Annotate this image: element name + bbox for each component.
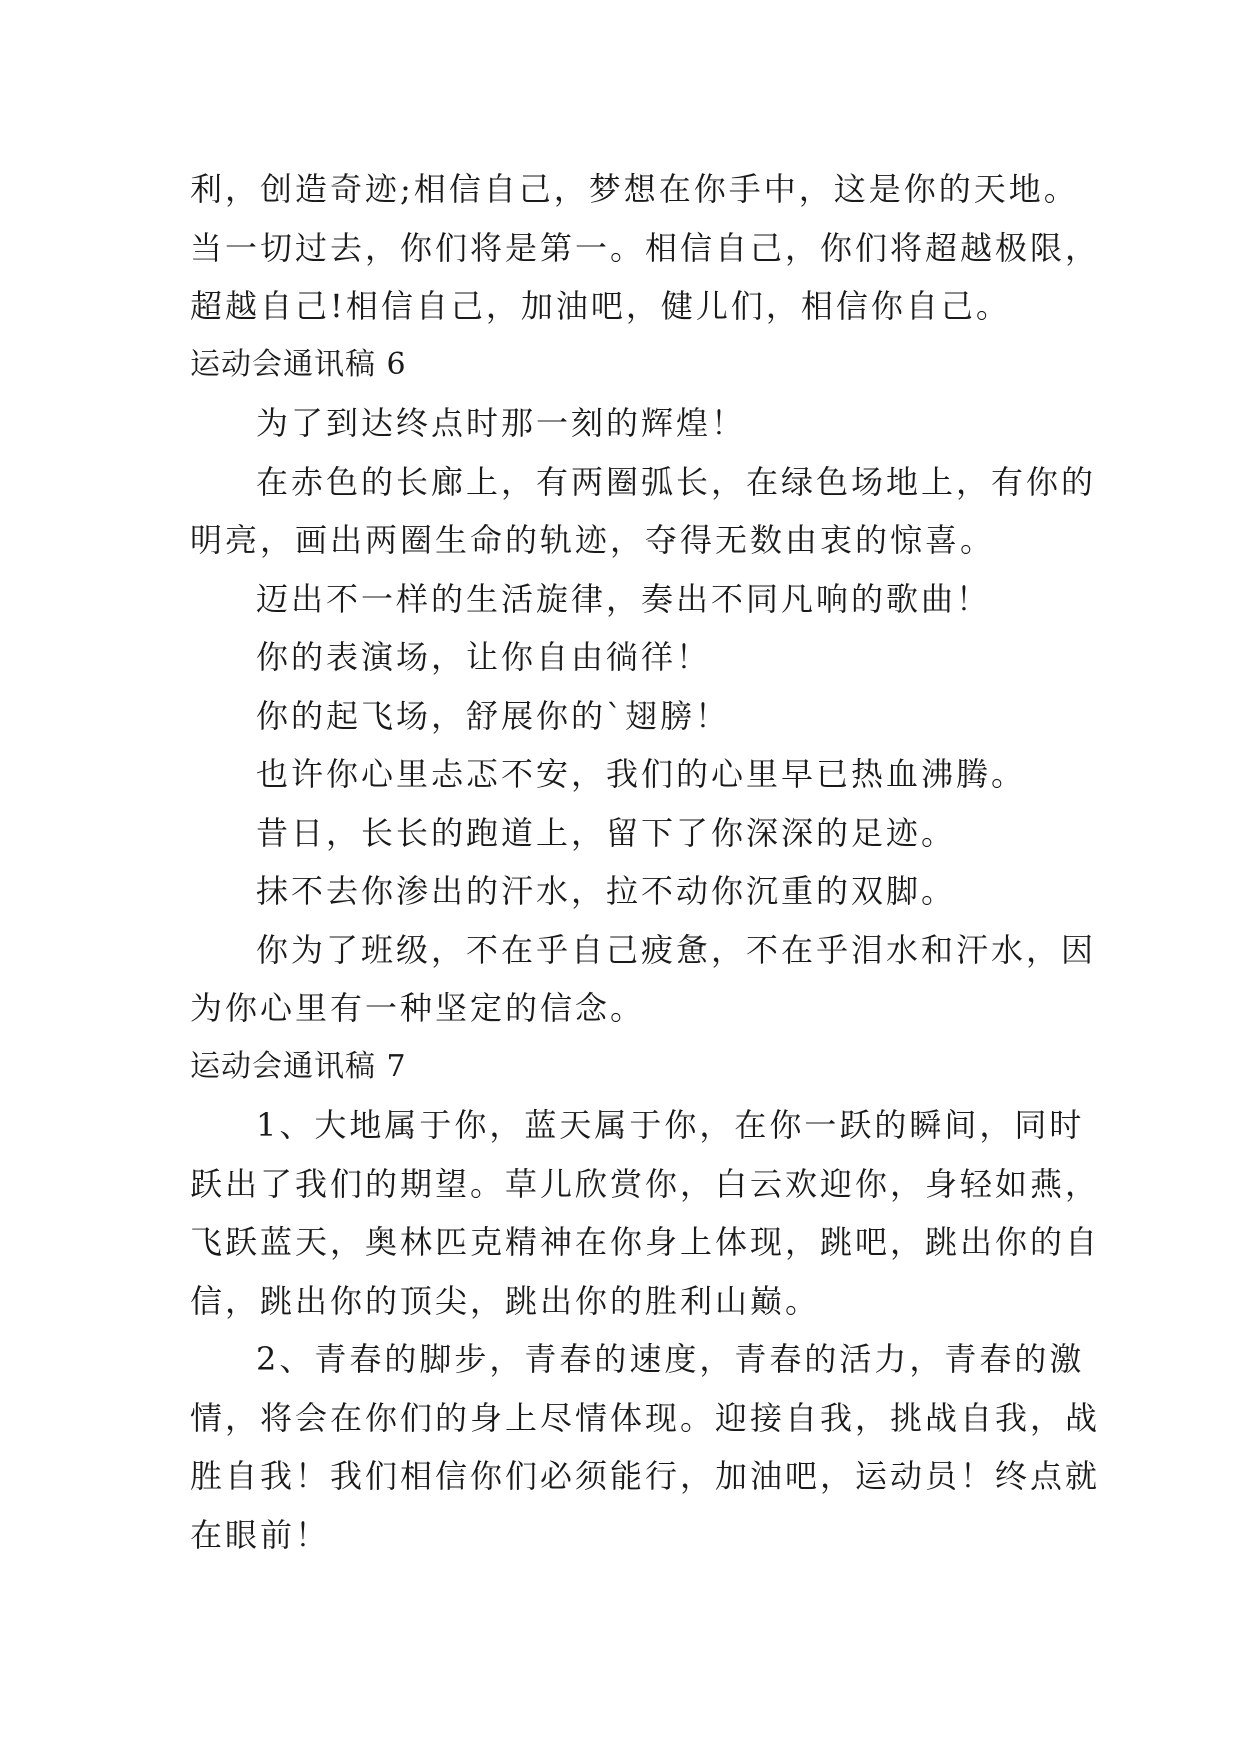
text-line: 明亮，画出两圈生命的轨迹，夺得无数由衷的惊喜。 [190, 521, 996, 559]
text-line: 为了到达终点时那一刻的辉煌！ [256, 404, 747, 442]
text-line: 昔日，长长的跑道上，留下了你深深的足迹。 [256, 813, 957, 852]
text-line: 迈出不一样的生活旋律，奏出不同凡响的歌曲！ [256, 579, 992, 618]
text-line: 跃出了我们的期望。草儿欣赏你，白云欢迎你，身轻如燕， [190, 1164, 1101, 1203]
text-line: 超越自己!相信自己，加油吧，健儿们，相信你自己。 [190, 287, 1011, 325]
section-heading: 运动会通讯稿 7 [190, 1048, 407, 1084]
text-line: 也许你心里忐忑不安，我们的心里早已热血沸腾。 [256, 755, 1027, 793]
text-line: 胜自我！我们相信你们必须能行，加油吧，运动员！终点就 [190, 1457, 1101, 1495]
document-body [190, 160, 1101, 1564]
text-line: 1、大地属于你，蓝天属于你，在你一跃的瞬间，同时 [256, 1106, 1085, 1144]
text-line: 情，将会在你们的身上尽情体现。迎接自我，挑战自我，战 [190, 1398, 1101, 1437]
text-line: 当一切过去，你们将是第一。相信自己，你们将超越极限， [190, 228, 1101, 267]
text-line: 你为了班级，不在乎自己疲惫，不在乎泪水和汗水，因 [256, 930, 1097, 969]
text-line: 为你心里有一种坚定的信念。 [190, 989, 646, 1027]
text-line: 利，创造奇迹;相信自己，梦想在你手中，这是你的天地。 [190, 170, 1079, 208]
text-line: 飞跃蓝天，奥林匹克精神在你身上体现，跳吧，跳出你的自 [190, 1223, 1101, 1261]
text-line: 在眼前！ [190, 1515, 331, 1554]
text-line: 你的起飞场，舒展你的`翅膀！ [256, 696, 731, 735]
text-line: 2、青春的脚步，青春的速度，青春的活力，青春的激 [256, 1340, 1085, 1378]
text-line: 你的表演场，让你自由徜徉！ [256, 638, 712, 676]
text-line: 抹不去你渗出的汗水，拉不动你沉重的双脚。 [256, 872, 957, 910]
text-line: 在赤色的长廊上，有两圈弧长，在绿色场地上，有你的 [256, 462, 1097, 501]
text-line: 信，跳出你的顶尖，跳出你的胜利山巅。 [190, 1281, 821, 1320]
section-heading: 运动会通讯稿 6 [190, 346, 407, 382]
